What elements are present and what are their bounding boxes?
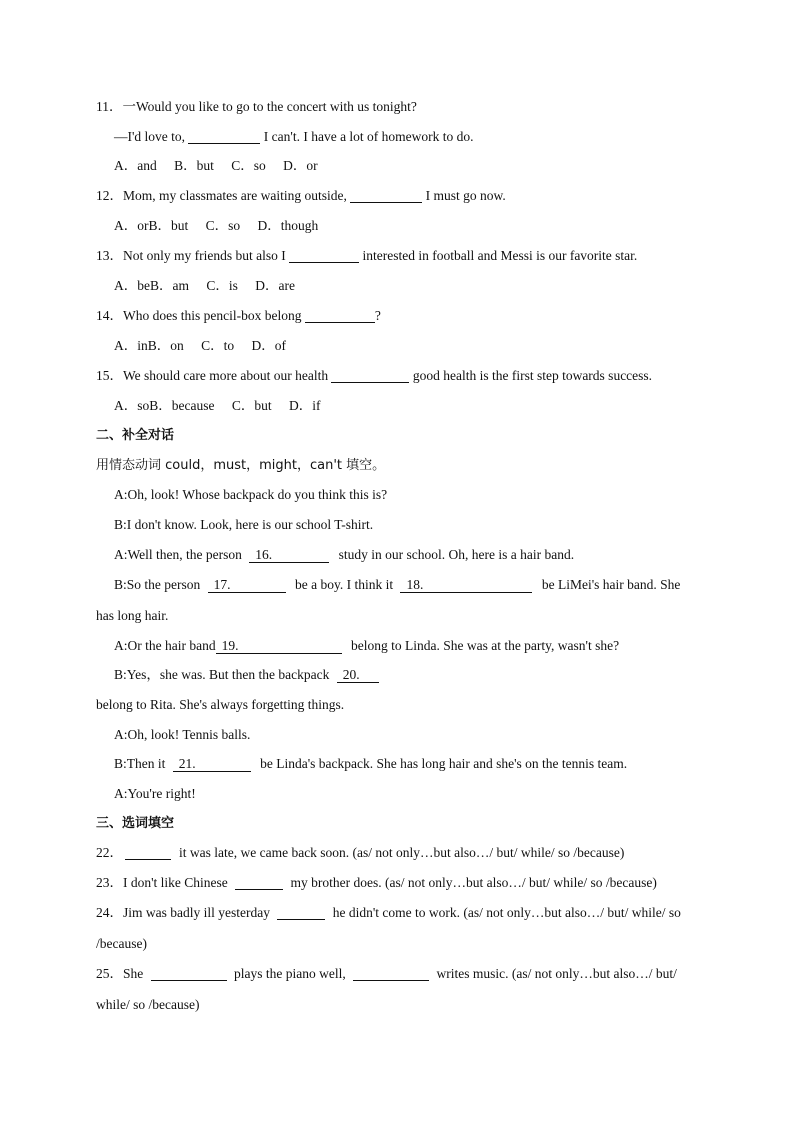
question-text: We should care more about our health [123,368,329,383]
question-number: 12． [96,188,123,203]
question-number: 14． [96,308,123,323]
dialogue-line [114,755,627,773]
question-text-end: writes music. (as/ not only…but also…/ but/ [436,966,677,981]
question-text: 一Would you like to go to the concert with us tonight? [122,99,417,114]
dialogue-text: be Linda's backpack. She has long hair and she's on the tennis team. [260,756,628,771]
answer-blank[interactable] [125,845,171,860]
question-25-cont: while/ so /because) [96,997,200,1012]
question-24-cont: /because) [96,936,147,951]
question-text: 25．She [96,966,144,981]
option-c[interactable]: C．is [206,278,238,293]
dialogue-text: belong to Linda. She was at the party, wasn't she? [350,638,620,653]
question-14-options [114,337,300,355]
option-b[interactable]: B．but [148,218,189,233]
option-d[interactable]: D．or [283,158,318,173]
section-heading: 二、补全对话 [96,428,175,443]
answer-blank[interactable] [151,966,227,981]
blank-number: 18. [406,577,424,592]
dialogue-line [114,576,680,594]
question-text-end: he didn't come to work. (as/ not only…but also…/ but/ while/ so [332,905,681,920]
blank-number: 17. [213,577,231,592]
dialogue-line: B:I don't know. Look, here is our school T-shirt. [114,517,374,532]
answer-blank-17[interactable] [208,577,286,593]
question-15 [96,367,652,385]
dialogue-line: A:Oh, look! Whose backpack do you think this is? [114,487,388,502]
question-13-options [114,277,309,295]
blank-number: 19. [221,638,239,653]
answer-blank-21[interactable] [173,756,251,772]
option-d[interactable]: D．though [257,218,319,233]
question-text-end: good health is the first step towards success. [412,368,653,383]
option-c[interactable]: C．but [231,398,272,413]
question-number: 13． [96,248,123,263]
option-d[interactable]: D．if [289,398,321,413]
question-14 [96,307,381,325]
question-number: 15． [96,368,123,383]
question-text: Who does this pencil-box belong [123,308,302,323]
option-b[interactable]: B．but [174,158,214,173]
question-12-options [114,217,332,235]
option-a[interactable]: A．so [114,398,150,413]
question-23 [96,874,657,892]
option-d[interactable]: D．are [255,278,295,293]
answer-blank[interactable] [331,368,409,383]
answer-blank[interactable] [350,188,422,203]
question-text-end: interested in football and Messi is our favorite star. [362,248,638,263]
option-b[interactable]: B．because [149,398,215,413]
question-text-end: my brother does. (as/ not only…but also…/ but/ while/ so /because) [290,875,657,890]
dialogue-line: A:You're right! [114,786,196,801]
answer-blank[interactable] [277,905,325,920]
answer-blank[interactable] [289,248,359,263]
dialogue-line [114,666,379,684]
question-24 [96,904,681,922]
option-a[interactable]: A．and [114,158,157,173]
question-15-options [114,397,335,415]
dialogue-text: B:Then it [114,756,166,771]
question-11-options [114,157,332,175]
question-12 [96,187,506,205]
question-text: 23．I don't like Chinese [96,875,228,890]
answer-blank-16[interactable] [249,547,329,563]
dialogue-text: B:Yes，she was. But then the backpack [114,667,330,682]
option-c[interactable]: C．to [201,338,235,353]
question-text: plays the piano well, [234,966,346,981]
blank-number: 16. [255,547,273,562]
dialogue-text: be LiMei's hair band. She [541,577,681,592]
question-22 [96,844,624,862]
answer-blank-20[interactable] [337,667,379,683]
section-instruction: 用情态动词 could，must，might，can't 填空。 [96,458,386,473]
question-text: it was late, we came back soon. (as/ not only…but also…/ but/ while/ so /because) [179,845,625,860]
option-a[interactable]: A．be [114,278,150,293]
question-number: 22． [96,845,123,860]
reply-text-end: I can't. I have a lot of homework to do. [263,129,474,144]
answer-blank[interactable] [305,308,375,323]
answer-blank-19[interactable] [216,638,342,654]
blank-number: 21. [178,756,196,771]
option-a[interactable]: A．or [114,218,149,233]
dialogue-line [114,637,619,655]
question-mark: ? [374,308,381,323]
question-13 [96,247,637,265]
dialogue-line: A:Oh, look! Tennis balls. [114,727,251,742]
question-25 [96,965,677,983]
option-b[interactable]: B．on [147,338,184,353]
question-text: Not only my friends but also I [123,248,286,263]
answer-blank[interactable] [188,129,260,144]
question-text: Mom, my classmates are waiting outside, [123,188,347,203]
dialogue-line [114,546,574,564]
question-11-reply [114,128,474,146]
option-b[interactable]: B．am [150,278,189,293]
dialogue-text: B:So the person [114,577,201,592]
option-d[interactable]: D．of [251,338,287,353]
dialogue-text: A:Well then, the person [114,547,242,562]
reply-text: —I'd love to, [114,129,186,144]
option-a[interactable]: A．in [114,338,148,353]
question-text-end: I must go now. [425,188,506,203]
answer-blank[interactable] [353,966,429,981]
blank-number: 20. [342,667,360,682]
dialogue-text: study in our school. Oh, here is a hair band. [338,547,575,562]
dialogue-line: has long hair. [96,608,169,623]
answer-blank[interactable] [235,875,283,890]
question-text: 24．Jim was badly ill yesterday [96,905,270,920]
dialogue-text: be a boy. I think it [295,577,394,592]
dialogue-line: belong to Rita. She's always forgetting things. [96,697,345,712]
option-c[interactable]: C．so [205,218,241,233]
answer-blank-18[interactable] [400,577,532,593]
section-heading: 三、选词填空 [96,816,175,831]
dialogue-text: A:Or the hair band [114,638,216,653]
question-number: 11． [96,99,123,114]
question-11 [96,98,417,116]
option-c[interactable]: C．so [231,158,266,173]
